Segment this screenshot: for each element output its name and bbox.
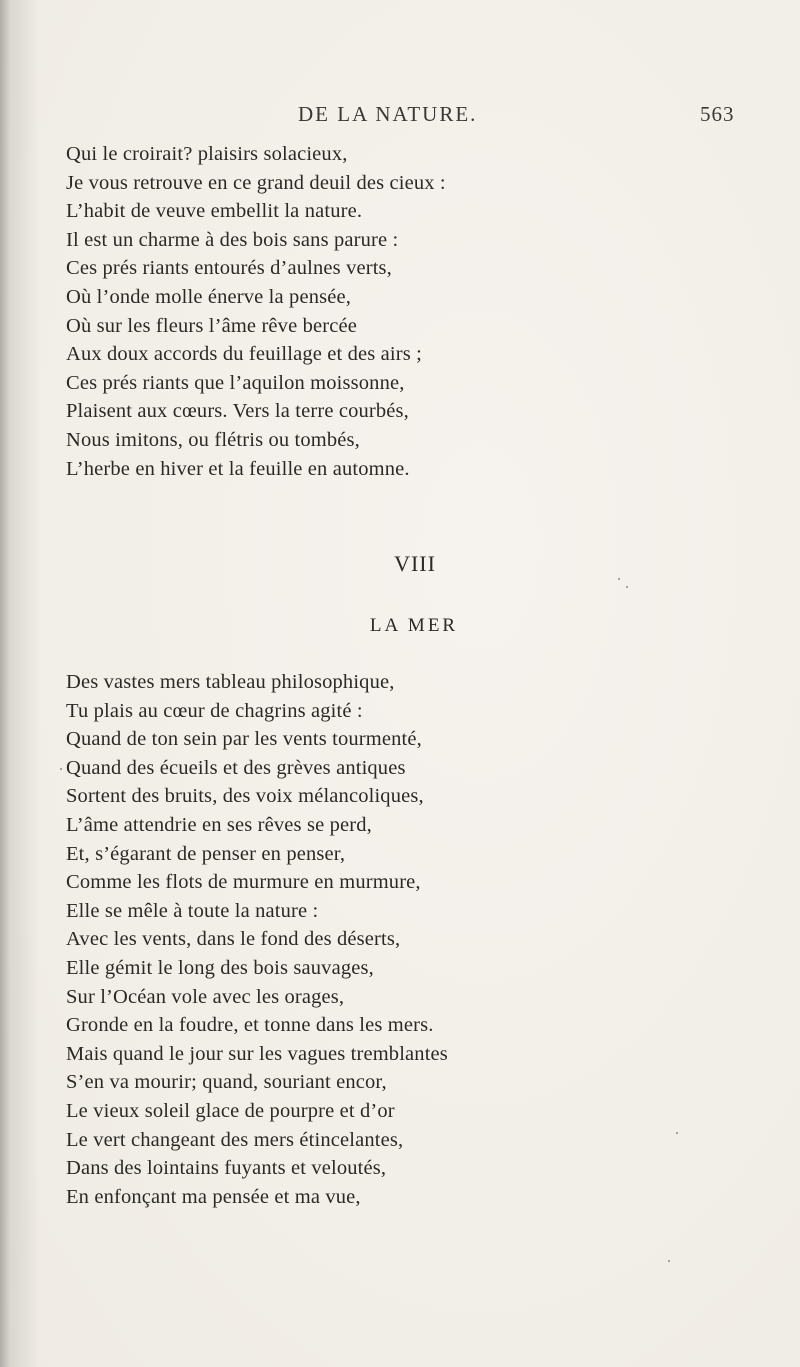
verse-line: Le vieux soleil glace de pourpre et d’or bbox=[66, 1099, 395, 1122]
verse-line: Sur l’Océan vole avec les orages, bbox=[66, 985, 345, 1008]
verse-line: Mais quand le jour sur les vagues tremblantes bbox=[66, 1042, 448, 1065]
page-number: 563 bbox=[700, 102, 735, 126]
verse-line: Ces prés riants que l’aquilon moissonne, bbox=[66, 371, 405, 394]
verse-line: L’âme attendrie en ses rêves se perd, bbox=[66, 813, 372, 836]
verse-line: Elle gémit le long des bois sauvages, bbox=[66, 956, 374, 979]
poem-stanza-1 bbox=[66, 140, 446, 483]
verse-line: Plaisent aux cœurs. Vers la terre courbés, bbox=[66, 400, 409, 423]
verse-line: Aux doux accords du feuillage et des airs ; bbox=[66, 343, 422, 366]
section-number: VIII bbox=[394, 551, 436, 576]
verse-line: Nous imitons, ou flétris ou tombés, bbox=[66, 428, 360, 451]
verse-line: Qui le croirait? plaisirs solacieux, bbox=[66, 143, 348, 165]
paper-speck bbox=[60, 768, 62, 770]
running-head bbox=[0, 102, 800, 132]
verse-line: Où l’onde molle énerve la pensée, bbox=[66, 285, 352, 308]
verse-line: Avec les vents, dans le fond des déserts, bbox=[66, 928, 401, 951]
verse-line: L’habit de veuve embellit la nature. bbox=[66, 200, 363, 223]
verse-line: Quand de ton sein par les vents tourmenté, bbox=[66, 728, 422, 751]
verse-line: Comme les flots de murmure en murmure, bbox=[66, 871, 421, 894]
section-title: LA MER bbox=[369, 615, 459, 636]
verse-line: S’en va mourir; quand, souriant encor, bbox=[66, 1071, 387, 1094]
running-title: DE LA NATURE. bbox=[298, 102, 478, 126]
verse-line: Ces prés riants entourés d’aulnes verts, bbox=[66, 257, 392, 280]
verse-line: En enfonçant ma pensée et ma vue, bbox=[66, 1185, 361, 1208]
paper-speck bbox=[626, 586, 628, 588]
verse-line: Dans des lointains fuyants et veloutés, bbox=[66, 1157, 387, 1180]
verse-line: Quand des écueils et des grèves antiques bbox=[66, 756, 406, 779]
paper-speck bbox=[668, 1260, 670, 1262]
verse-line: Je vous retrouve en ce grand deuil des cieux : bbox=[66, 171, 446, 194]
verse-line: Gronde en la foudre, et tonne dans les mers. bbox=[66, 1014, 434, 1037]
verse-line: Et, s’égarant de penser en penser, bbox=[66, 842, 346, 865]
verse-line: Sortent des bruits, des voix mélancoliques, bbox=[66, 785, 424, 808]
verse-line: Des vastes mers tableau philosophique, bbox=[66, 671, 395, 693]
poem-stanza-2 bbox=[66, 668, 448, 1211]
paper-speck bbox=[676, 1132, 678, 1134]
verse-line: Tu plais au cœur de chagrins agité : bbox=[66, 699, 363, 722]
paper-speck bbox=[618, 578, 620, 580]
verse-line: Où sur les fleurs l’âme rêve bercée bbox=[66, 314, 357, 337]
verse-line: Elle se mêle à toute la nature : bbox=[66, 899, 319, 922]
verse-line: Il est un charme à des bois sans parure : bbox=[66, 228, 399, 251]
verse-line: L’herbe en hiver et la feuille en automne. bbox=[66, 457, 410, 480]
verse-line: Le vert changeant des mers étincelantes, bbox=[66, 1128, 404, 1151]
